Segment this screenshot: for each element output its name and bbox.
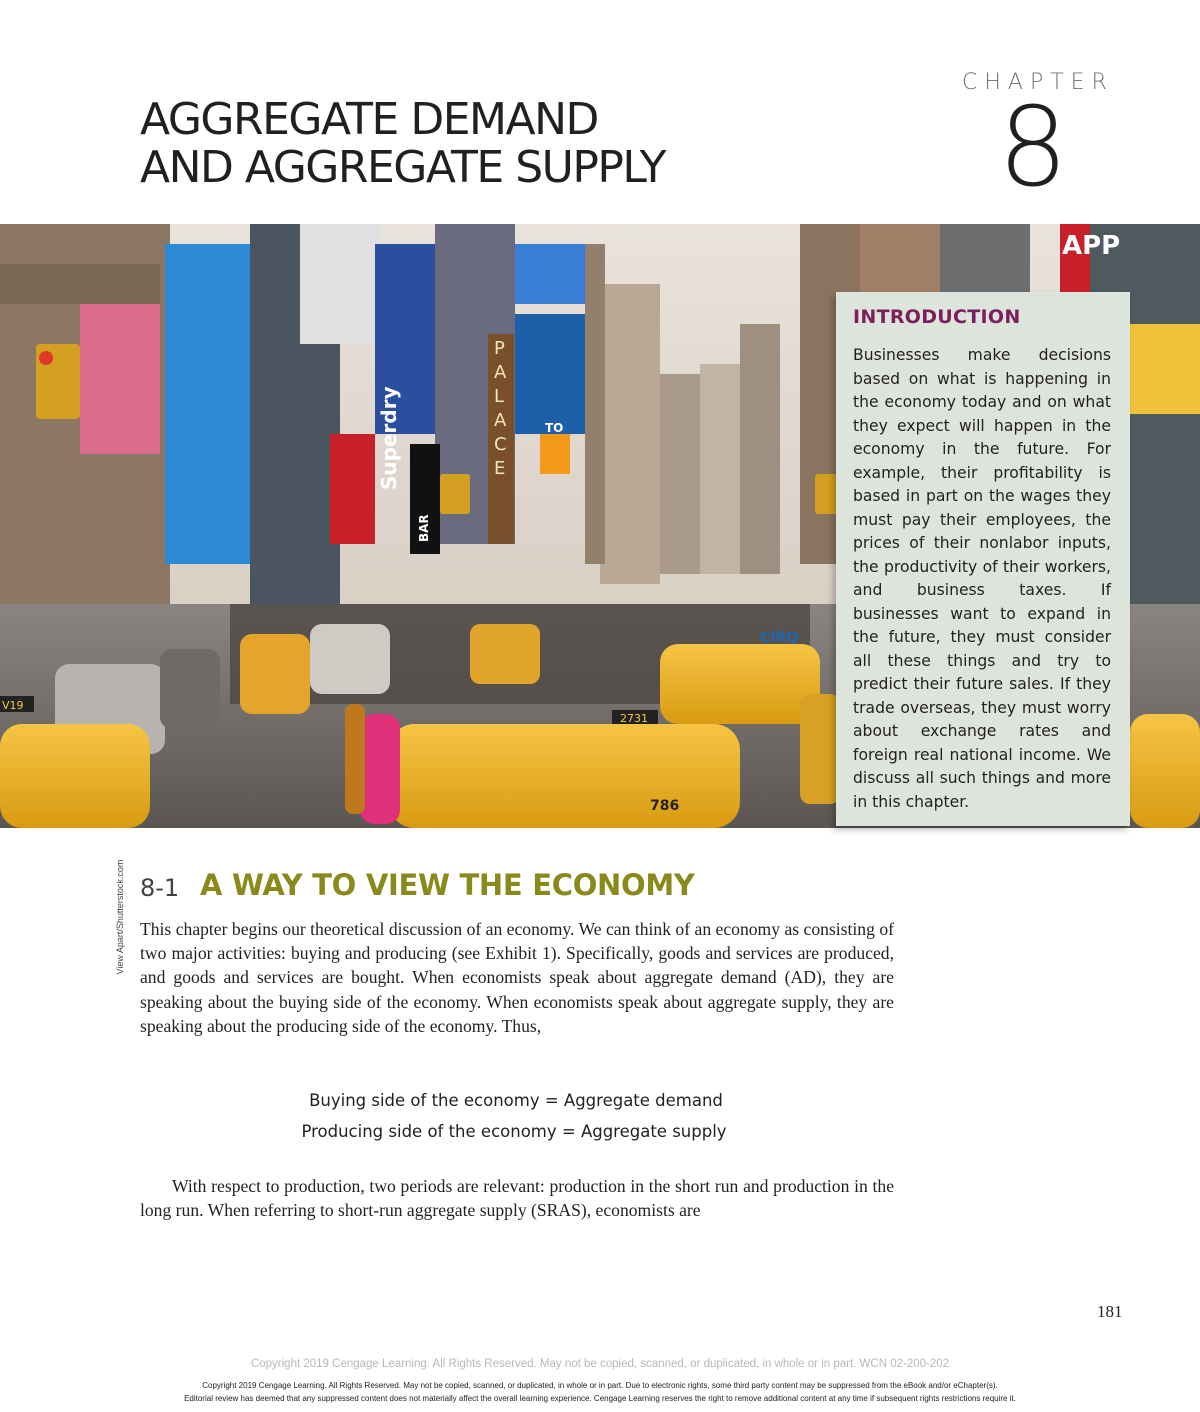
section-number: 8-1 xyxy=(140,874,180,902)
taxi-roof-number: 2731 xyxy=(620,712,648,725)
copyright-notice-line-1: Copyright 2019 Cengage Learning. All Rights Reserved. May not be copied, scanned, or duplicated, in whole or in part. Due to electronic rights, some third party content may be suppressed from the eBook and/or eChapter(s). xyxy=(202,1381,998,1390)
introduction-heading: INTRODUCTION xyxy=(853,306,1021,328)
introduction-box xyxy=(836,292,1130,826)
sign-cirq: CIRQ xyxy=(760,630,799,646)
introduction-body: Businesses make decisions based on what is happening in the economy today and on what they expect will happen in the economy in the future. For example, their profitability is based in part on the wages they must pay their employees, the prices of their nonlabor inputs, the productivity of their workers, and business taxes. If businesses want to expand in the future, they must consider all these things and try to predict their future sales. If they trade overseas, they must worry about exchange rates and foreign real national income. We discuss all such things and more in this chapter. xyxy=(853,346,1111,811)
equation-producing-side: Producing side of the economy = Aggregate supply xyxy=(301,1122,727,1141)
sign-bar: BAR xyxy=(417,514,431,542)
chapter-label: CHAPTER xyxy=(962,70,1114,95)
copyright-watermark: Copyright 2019 Cengage Learning. All Rights Reserved. May not be copied, scanned, or duplicated, in whole or in part. WCN 02-200-202 xyxy=(250,1358,950,1370)
chapter-title-line-2: AND AGGREGATE SUPPLY xyxy=(140,142,665,193)
page-number: 181 xyxy=(1097,1302,1123,1321)
equation-buying-side: Buying side of the economy = Aggregate demand xyxy=(309,1091,723,1110)
sign-app: APP xyxy=(1062,231,1121,261)
chapter-number: 8 xyxy=(998,83,1068,211)
copyright-notice-line-2: Editorial review has deemed that any suppressed content does not materially affect the overall learning experience. Cengage Learning reserves the right to remove additional content at any time if subsequent rights restrictions require it. xyxy=(184,1394,1016,1403)
sign-superdry: Superdry xyxy=(377,386,401,490)
photo-credit-text: View Apart/Shutterstock.com xyxy=(115,859,125,975)
taxi-roof-number-left: V19 xyxy=(2,699,24,712)
taxi-number: 786 xyxy=(650,798,680,814)
chapter-title-line-1: AGGREGATE DEMAND xyxy=(140,94,598,145)
body-paragraph-2: With respect to production, two periods are relevant: production in the short run and production in the long run. When referring to short-run aggregate supply (SRAS), economists are xyxy=(140,1176,894,1221)
body-paragraph-1: This chapter begins our theoretical discussion of an economy. We can think of an economy as consisting of two major activities: buying and producing (see Exhibit 1). Specifically, goods and services are produced, and goods and services are bought. When economists speak about aggregate demand (AD), they are speaking about the buying side of the economy. When economists speak about aggregate supply, they are speaking about the producing side of the economy. Thus, xyxy=(140,919,894,1036)
section-title: A WAY TO VIEW THE ECONOMY xyxy=(200,868,695,902)
photo-credit xyxy=(110,850,126,990)
sign-to: TO xyxy=(545,421,564,435)
chapter-title xyxy=(140,96,665,192)
sign-palace: P A L A C E xyxy=(494,338,507,479)
